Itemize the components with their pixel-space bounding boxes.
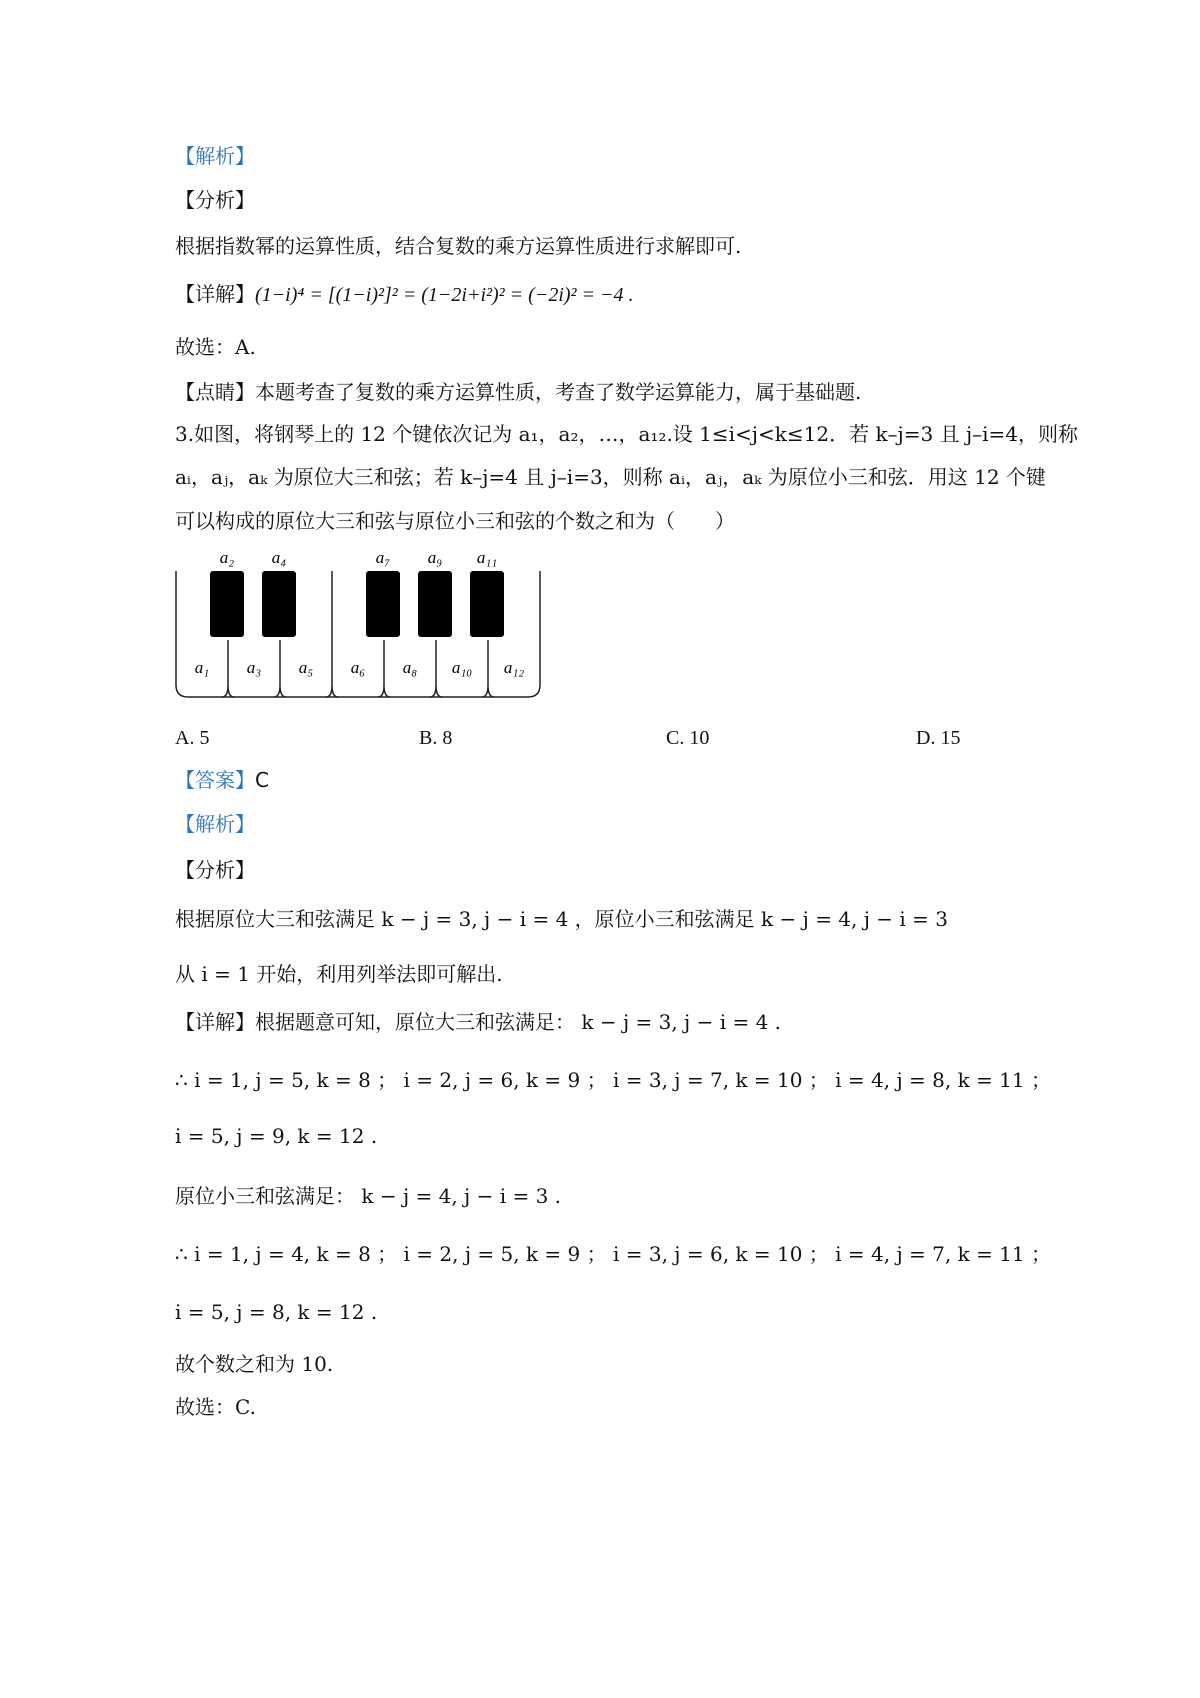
- daan-heading: 【答案】: [175, 768, 255, 792]
- xiangjie-formula: (1−i)⁴ = [(1−i)²]² = (1−2i+i²)² = (−2i)² = −4 .: [255, 284, 634, 306]
- black-key-a7: [366, 571, 400, 637]
- fenxi-heading: 【分析】: [175, 188, 255, 212]
- fenxi-heading-2: 【分析】: [175, 858, 255, 882]
- daan-line: [175, 766, 269, 794]
- piano-figure: [170, 545, 550, 705]
- fenxi-line2: 从 i = 1 开始，利用列举法即可解出.: [175, 962, 503, 986]
- jiexi-heading: 【解析】: [175, 144, 255, 168]
- option-b: B. 8: [419, 727, 453, 749]
- question3-line2: aᵢ，aⱼ，aₖ 为原位大三和弦；若 k–j=4 且 j–i=3，则称 aᵢ，aⱼ，aₖ 为原位小三和弦．用这 12 个键: [175, 465, 1046, 489]
- guxuan-a: 故选：A.: [175, 335, 256, 359]
- xiangjie-heading-2: 【详解】: [175, 1010, 255, 1034]
- black-key-label: a₇: [375, 548, 391, 567]
- jiexi-heading-2: 【解析】: [175, 812, 255, 836]
- black-key-a11: [470, 571, 504, 637]
- minor-line1: ∴ i = 1, j = 4, k = 8 ； i = 2, j = 5, k = 9 ； i = 3, j = 6, k = 10 ； i = 4, j = 7, k = 11 ；: [175, 1242, 1051, 1266]
- dianjing-line: [175, 378, 861, 406]
- white-key-label: a₆: [350, 658, 366, 677]
- fenxi-line1: 根据原位大三和弦满足 k − j = 3, j − i = 4 ，原位小三和弦满足 k − j = 4, j − i = 3: [175, 907, 949, 931]
- conclusion: 故个数之和为 10.: [175, 1352, 334, 1376]
- black-key-label: a₁₁: [476, 548, 498, 567]
- major-line1: ∴ i = 1, j = 5, k = 8 ； i = 2, j = 6, k = 9 ； i = 3, j = 7, k = 10 ； i = 4, j = 8, k = 11 ；: [175, 1068, 1051, 1092]
- white-key-label: a₁: [194, 658, 210, 677]
- black-key-a4: [262, 571, 296, 637]
- xiangjie-line: [175, 280, 634, 309]
- major-line2: i = 5, j = 9, k = 12 .: [175, 1124, 378, 1148]
- black-key-label: a₂: [219, 548, 235, 567]
- option-a: A. 5: [175, 727, 210, 749]
- daan-value: C: [255, 768, 269, 792]
- white-key-label: a₁₂: [503, 658, 525, 677]
- black-key-label: a₉: [427, 548, 443, 567]
- xiangjie-heading: 【详解】: [175, 282, 255, 306]
- question3-line1: 3.如图，将钢琴上的 12 个键依次记为 a₁，a₂，…，a₁₂.设 1≤i<j<k≤12．若 k–j=3 且 j–i=4，则称: [175, 422, 1079, 446]
- question3-line3: 可以构成的原位大三和弦与原位小三和弦的个数之和为（ ）: [175, 509, 735, 533]
- white-key-label: a₅: [298, 658, 314, 677]
- guxuan-c: 故选：C.: [175, 1395, 256, 1419]
- minor-line2: i = 5, j = 8, k = 12 .: [175, 1300, 378, 1324]
- black-key-a2: [210, 571, 244, 637]
- white-key-label: a₈: [402, 658, 418, 677]
- minor-intro: 原位小三和弦满足： k − j = 4, j − i = 3 .: [175, 1184, 562, 1208]
- black-key-a9: [418, 571, 452, 637]
- option-c: C. 10: [666, 727, 710, 749]
- xiangjie-intro-line: [175, 1008, 781, 1036]
- black-key-label: a₄: [271, 548, 287, 567]
- option-d: D. 15: [916, 727, 961, 749]
- xiangjie-intro: 根据题意可知，原位大三和弦满足： k − j = 3, j − i = 4 .: [255, 1010, 782, 1034]
- dianjing-heading: 【点睛】: [175, 380, 255, 404]
- dianjing-text: 本题考查了复数的乘方运算性质，考查了数学运算能力，属于基础题.: [255, 380, 862, 404]
- white-key-label: a₁₀: [451, 658, 473, 677]
- white-key-label: a₃: [246, 658, 262, 677]
- fenxi-text: 根据指数幂的运算性质，结合复数的乘方运算性质进行求解即可.: [175, 234, 742, 258]
